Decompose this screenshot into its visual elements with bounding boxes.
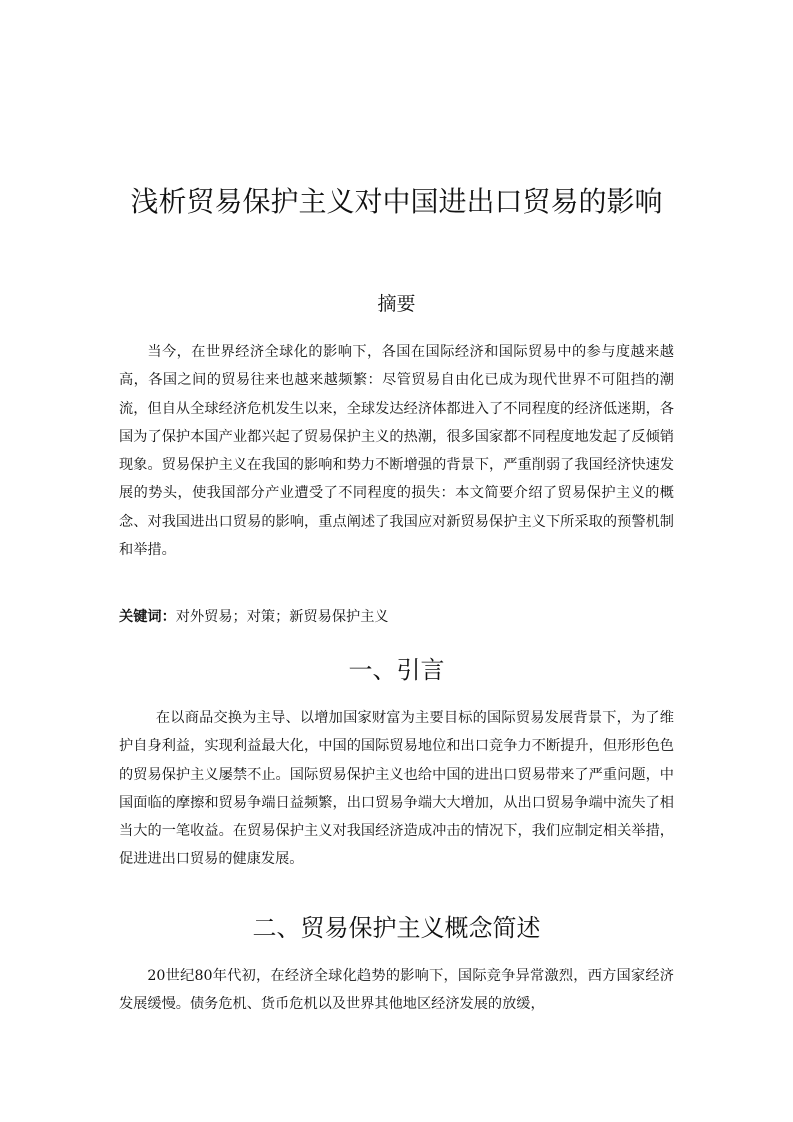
abstract-paragraph: 当今，在世界经济全球化的影响下，各国在国际经济和国际贸易中的参与度越来越高，各国之间的贸易往来也越来越频繁：尽管贸易自由化已成为现代世界不可阻挡的潮流，但自从全球经济危机发生以来，全球发达经济体都进入了不同程度的经济低迷期，各国为了保护本国产业都兴起了贸易保护主义的热潮，很多国家都不同程度地发起了反倾销现象。贸易保护主义在我国的影响和势力不断增强的背景下，严重削弱了我国经济快速发展的势头，使我国部分产业遭受了不同程度的损失：本文简要介绍了贸易保护主义的概念、对我国进出口贸易的影响，重点阐述了我国应对新贸易保护主义下所采取的预警机制和举措。 [119,344,674,559]
section-heading-introduction: 一、引言 [348,656,445,684]
keywords-line [119,603,674,631]
abstract-heading: 摘要 [377,293,416,315]
keywords-text: 对外贸易；对策；新贸易保护主义 [175,609,389,625]
concept-paragraph: 20世纪80年代初，在经济全球化趋势的影响下，国际竞争异常激烈，西方国家经济发展缓慢。债务危机、货币危机以及世界其他地区经济发展的放缓， [119,968,674,1013]
paper-title: 浅析贸易保护主义对中国进出口贸易的影响 [130,185,663,218]
section-heading-concept: 二、贸易保护主义概念简述 [252,914,541,942]
introduction-paragraph: 在以商品交换为主导、以增加国家财富为主要目标的国际贸易发展背景下，为了维护自身利益，实现利益最大化，中国的国际贸易地位和出口竞争力不断提升，但形形色色的贸易保护主义屡禁不止。国际贸易保护主义也给中国的进出口贸易带来了严重问题，中国面临的摩擦和贸易争端日益频繁，出口贸易争端大大增加，从出口贸易争端中流失了相当大的一笔收益。在贸易保护主义对我国经济造成冲击的情况下，我们应制定相关举措，促进进出口贸易的健康发展。 [119,710,674,868]
keywords-label: 关键词： [119,609,176,625]
